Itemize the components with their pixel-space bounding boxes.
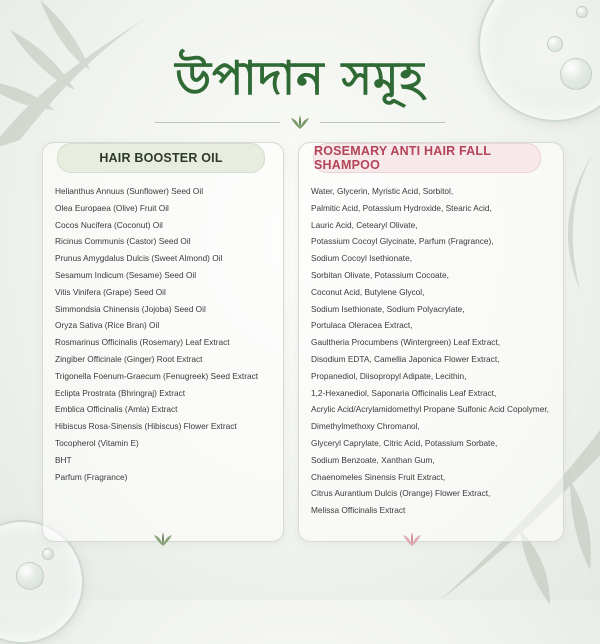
ingredient-item: Disodium EDTA, Camellia Japonica Flower Extract, [311, 353, 500, 364]
ingredient-item: Helianthus Annuus (Sunflower) Seed Oil [55, 186, 204, 196]
water-droplet [16, 562, 44, 590]
ingredient-item: Olea Europaea (Olive) Fruit Oil [55, 202, 169, 213]
ingredient-item: Acrylic Acid/Acrylamidomethyl Propane Sulfonic Acid Copolymer, [311, 404, 549, 415]
ingredient-item: Prunus Amygdalus Dulcis (Sweet Almond) Oil [55, 253, 223, 264]
leaf-icon [401, 531, 423, 547]
ingredient-item: Sesamum Indicum (Sesame) Seed Oil [55, 269, 197, 280]
page-title: উপাদান সমূহ [175, 51, 425, 105]
ingredient-item: Ricinus Communis (Castor) Seed Oil [55, 236, 191, 247]
ingredient-item: Gaultheria Procumbens (Wintergreen) Leaf Extract, [311, 337, 501, 348]
ingredient-item: Glyceryl Caprylate, Citric Acid, Potassium Sorbate, [311, 437, 498, 448]
ingredient-item: Sodium Isethionate, Sodium Polyacrylate, [311, 303, 465, 314]
ingredient-item: Sodium Cocoyl Isethionate, [311, 253, 413, 264]
water-droplet [42, 548, 54, 560]
leaf-icon [152, 531, 174, 547]
ingredient-item: Portulaca Oleracea Extract, [311, 320, 413, 331]
ingredient-item: Potassium Cocoyl Glycinate, Parfum (Fragrance), [311, 236, 494, 247]
ingredient-item: Lauric Acid, Cetearyl Olivate, [311, 219, 418, 230]
ingredient-item: Sorbitan Olivate, Potassium Cocoate, [311, 269, 449, 280]
ingredient-item: Sodium Benzoate, Xanthan Gum, [311, 454, 435, 465]
rosemary-shampoo-panel [298, 142, 564, 542]
title-divider-left [155, 122, 280, 123]
hair-booster-oil-panel [42, 142, 284, 542]
ingredient-item: Eclipta Prostrata (Bhringraj) Extract [55, 387, 186, 398]
ingredient-list [55, 183, 258, 485]
leaf-icon [289, 114, 311, 130]
ingredient-item: Palmitic Acid, Potassium Hydroxide, Stearic Acid, [311, 202, 492, 213]
ingredient-list [311, 183, 549, 519]
ingredient-item: Emblica Officinalis (Amla) Extract [55, 404, 178, 415]
water-droplet [576, 6, 588, 18]
ingredient-item: Dimethylmethoxy Chromanol, [311, 421, 420, 432]
ingredient-item: Citrus Aurantium Dulcis (Orange) Flower Extract, [311, 488, 491, 499]
panel-heading: HAIR BOOSTER OIL [57, 143, 265, 173]
ingredient-item: Zingiber Officinale (Ginger) Root Extract [55, 353, 203, 364]
ingredient-item: Simmondsia Chinensis (Jojoba) Seed Oil [55, 303, 206, 314]
ingredient-item: Coconut Acid, Butylene Glycol, [311, 286, 425, 297]
ingredient-item: Cocos Nucifera (Coconut) Oil [55, 219, 163, 230]
ingredient-item: Trigonella Foenum-Graecum (Fenugreek) Seed Extract [55, 370, 259, 381]
ingredient-item: Rosmarinus Officinalis (Rosemary) Leaf Extract [55, 337, 230, 348]
ingredient-item: Melissa Officinalis Extract [311, 505, 406, 516]
panel-heading: ROSEMARY ANTI HAIR FALL SHAMPOO [313, 143, 541, 173]
ingredient-item: Parfum (Fragrance) [55, 471, 128, 482]
ingredient-item: Propanediol, Diisopropyl Adipate, Lecithin, [311, 370, 467, 381]
ingredient-item: Tocopherol (Vitamin E) [55, 437, 139, 448]
ingredient-item: BHT [55, 454, 72, 465]
ingredient-item: Water, Glycerin, Myristic Acid, Sorbitol, [311, 186, 454, 196]
ingredient-item: 1,2-Hexanediol, Saponaria Officinalis Leaf Extract, [311, 387, 497, 398]
ingredient-item: Hibiscus Rosa-Sinensis (Hibiscus) Flower Extract [55, 421, 237, 432]
title-divider-right [320, 122, 445, 123]
ingredient-item: Oryza Sativa (Rice Bran) Oil [55, 320, 160, 331]
ingredient-item: Vitis Vinifera (Grape) Seed Oil [55, 286, 166, 297]
ingredient-item: Chaenomeles Sinensis Fruit Extract, [311, 471, 446, 482]
